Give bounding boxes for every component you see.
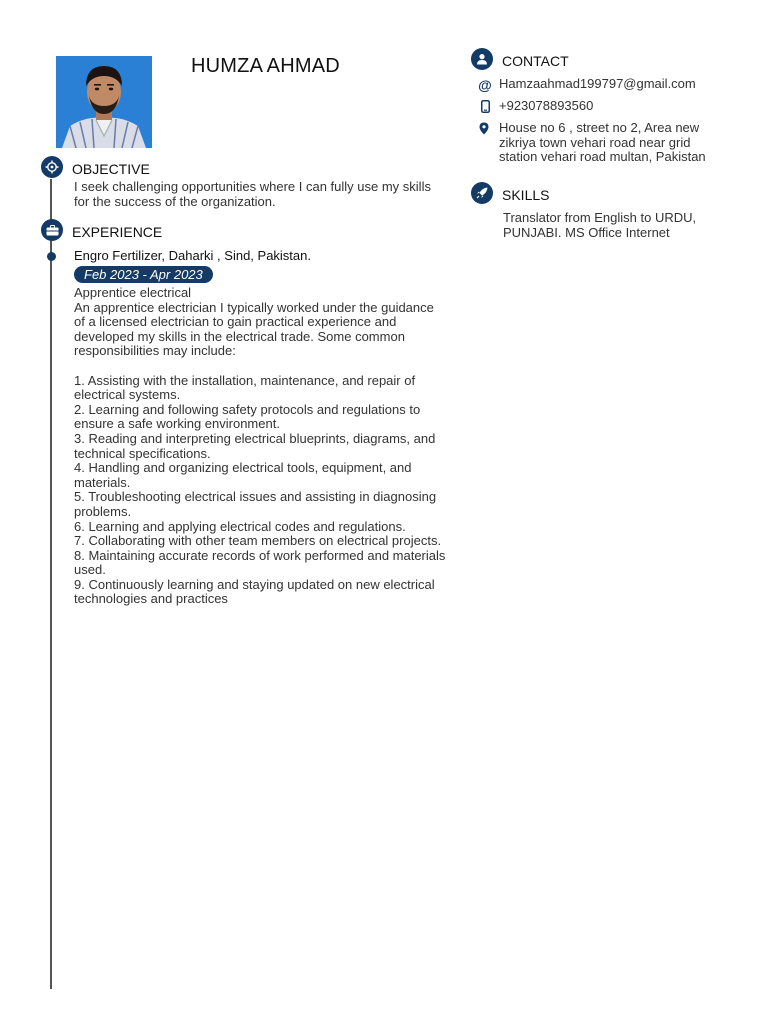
- timeline-line: [50, 179, 52, 989]
- skills-text: Translator from English to URDU, PUNJABI. MS Office Internet: [503, 210, 697, 240]
- email-link[interactable]: Hamzaahmad199797@gmail.com: [499, 76, 696, 91]
- skills-heading: SKILLS: [502, 187, 550, 203]
- date-range-badge: Feb 2023 - Apr 2023: [74, 266, 213, 283]
- person-icon: [471, 48, 493, 70]
- phone-number[interactable]: +923078893560: [499, 98, 594, 113]
- candidate-name: HUMZA AHMAD: [191, 55, 340, 77]
- objective-text: I seek challenging opportunities where I can fully use my skills for the success of the organization.: [74, 179, 431, 209]
- profile-photo: [56, 56, 152, 148]
- contact-heading: CONTACT: [502, 53, 569, 69]
- rocket-icon: [471, 182, 493, 204]
- target-icon: [41, 156, 63, 178]
- briefcase-icon: [41, 219, 63, 241]
- objective-heading: OBJECTIVE: [72, 161, 150, 177]
- company-name: Engro Fertilizer, Daharki , Sind, Pakistan.: [74, 248, 311, 263]
- experience-heading: EXPERIENCE: [72, 224, 163, 240]
- mobile-icon: [478, 99, 492, 113]
- address: House no 6 , street no 2, Area new zikriya town vehari road near grid station vehari road multan, Pakistan: [499, 120, 706, 165]
- location-pin-icon: [477, 121, 491, 135]
- at-icon: @: [478, 77, 492, 93]
- timeline-dot: [47, 252, 56, 261]
- experience-description: Apprentice electrical An apprentice electrician I typically worked under the guidance of a licensed electrician to gain practical experience and developed my skills in the electrical trade. Some common responsibilities may include: 1. Assisting with the installation, maintenance, and repair of electrical systems. 2. Learning and following safety protocols and regulations to ensure a safe working environment. 3. Reading and interpreting electrical blueprints, diagrams, and technical specifications. 4. Handling and organizing electrical tools, equipment, and materials. 5. Troubleshooting electrical issues and assisting in diagnosing problems. 6. Learning and applying electrical codes and regulations. 7. Collaborating with other team members on electrical projects. 8. Maintaining accurate records of work performed and materials used. 9. Continuously learning and staying updated on new electrical technologies and practices: [74, 285, 446, 607]
